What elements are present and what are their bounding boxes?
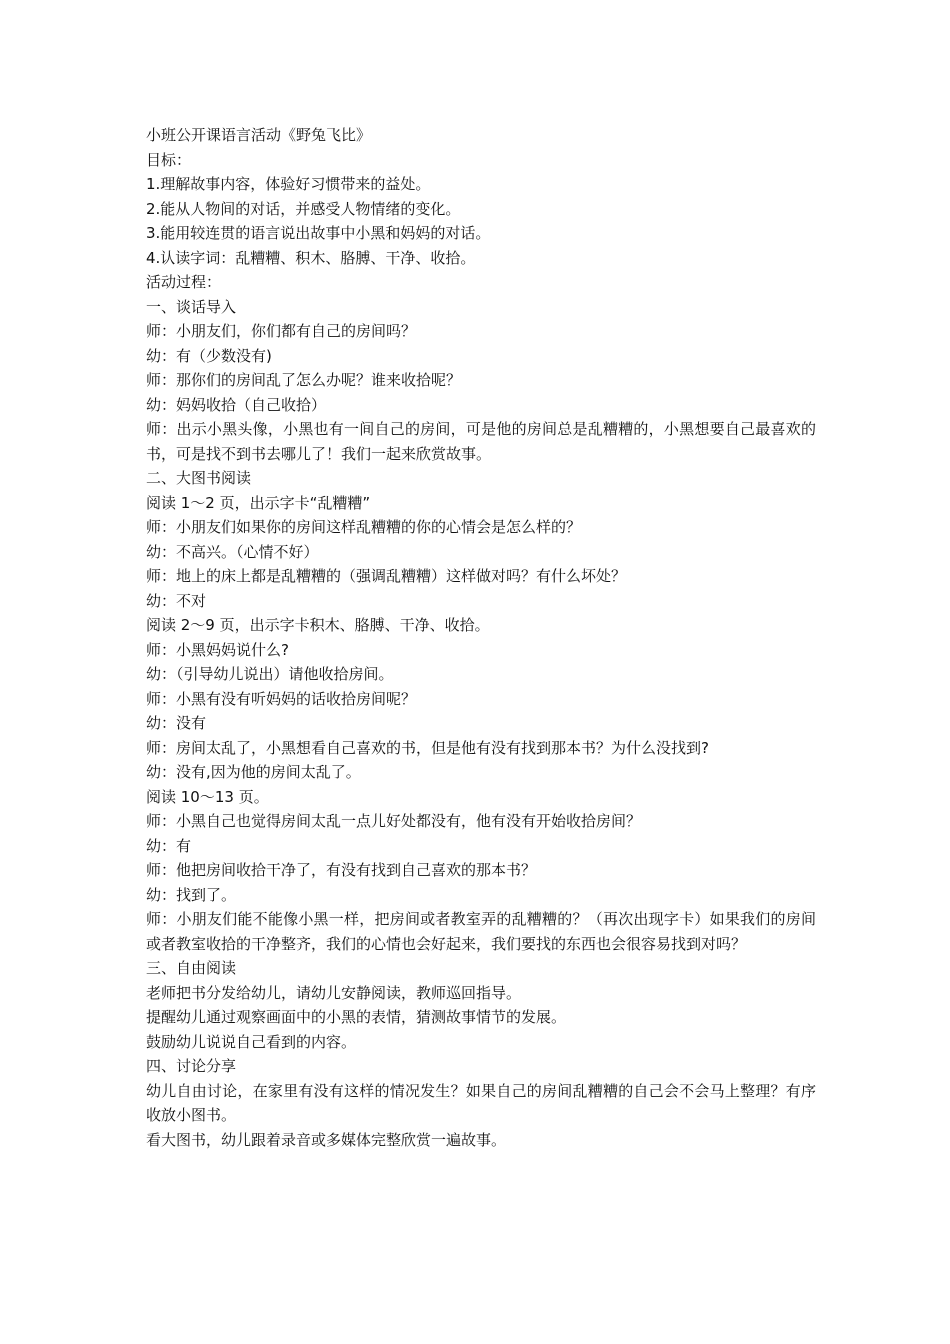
goal-item: 3.能用较连贯的语言说出故事中小黑和妈妈的对话。 [146, 224, 491, 242]
document-body [146, 123, 816, 1152]
body-line: 老师把书分发给幼儿，请幼儿安静阅读，教师巡回指导。 [146, 983, 522, 1002]
goals-heading: 目标： [146, 150, 192, 169]
dialogue-line: 师：小朋友们如果你的房间这样乱糟糟的你的心情会是怎么样的？ [146, 518, 582, 536]
reading-step: 阅读 1～2 页，出示字卡“乱糟糟” [146, 493, 371, 512]
dialogue-line: 师：小黑自己也觉得房间太乱一点儿好处都没有，他有没有开始收拾房间？ [146, 812, 642, 830]
goal-item: 4.认读字词：乱糟糟、积木、胳膊、干净、收拾。 [146, 248, 476, 267]
dialogue-line: 师：他把房间收拾干净了，有没有找到自己喜欢的那本书？ [146, 861, 537, 879]
dialogue-line: 幼：没有,因为他的房间太乱了。 [146, 763, 361, 781]
dialogue-line: 师：小黑有没有听妈妈的话收拾房间呢？ [146, 689, 417, 708]
dialogue-line: 师：那你们的房间乱了怎么办呢？谁来收拾呢？ [146, 371, 462, 389]
dialogue-paragraph: 师：出示小黑头像，小黑也有一间自己的房间，可是他的房间总是乱糟糟的，小黑想要自己最喜欢的书，可是找不到书去哪儿了！我们一起来欣赏故事。 [146, 420, 816, 463]
body-line: 鼓励幼儿说说自己看到的内容。 [146, 1032, 357, 1051]
goal-item: 1.理解故事内容，体验好习惯带来的益处。 [146, 175, 431, 193]
dialogue-line: 幼：找到了。 [146, 885, 237, 904]
dialogue-line: 幼：（引导幼儿说出）请他收拾房间。 [146, 665, 394, 683]
process-heading: 活动过程： [146, 273, 222, 291]
body-line: 提醒幼儿通过观察画面中的小黑的表情，猜测故事情节的发展。 [146, 1008, 567, 1026]
dialogue-line: 幼：有（少数没有) [146, 346, 272, 365]
reading-step: 阅读 2～9 页，出示字卡积木、胳膊、干净、收拾。 [146, 616, 490, 634]
reading-step: 阅读 10～13 页。 [146, 787, 269, 806]
dialogue-line: 师：小朋友们，你们都有自己的房间吗？ [146, 322, 417, 340]
section-heading: 一、谈话导入 [146, 297, 237, 316]
dialogue-line: 幼：没有 [146, 714, 207, 732]
document-title: 小班公开课语言活动《野兔飞比》 [146, 126, 372, 144]
dialogue-line: 师：房间太乱了，小黑想看自己喜欢的书，但是他有没有找到那本书？为什么没找到? [146, 738, 709, 757]
dialogue-line: 幼：不对 [146, 591, 207, 610]
body-line: 看大图书，幼儿跟着录音或多媒体完整欣赏一遍故事。 [146, 1130, 507, 1149]
dialogue-line: 师：小黑妈妈说什么? [146, 640, 289, 659]
dialogue-line: 幼：妈妈收拾（自己收拾） [146, 395, 327, 414]
body-paragraph: 幼儿自由讨论，在家里有没有这样的情况发生？如果自己的房间乱糟糟的自己会不会马上整理？有序收放小图书。 [146, 1081, 816, 1124]
section-heading: 二、大图书阅读 [146, 469, 252, 487]
dialogue-line: 幼：不高兴。（心情不好） [146, 542, 319, 561]
section-heading: 三、自由阅读 [146, 959, 237, 977]
section-heading: 四、讨论分享 [146, 1057, 237, 1075]
dialogue-line: 幼：有 [146, 836, 192, 855]
dialogue-line: 师：地上的床上都是乱糟糟的（强调乱糟糟）这样做对吗？有什么坏处？ [146, 567, 627, 585]
goal-item: 2.能从人物间的对话，并感受人物情绪的变化。 [146, 199, 461, 218]
dialogue-paragraph: 师：小朋友们能不能像小黑一样，把房间或者教室弄的乱糟糟的？（再次出现字卡）如果我们的房间或者教室收拾的干净整齐，我们的心情也会好起来，我们要找的东西也会很容易找到对吗？ [146, 910, 816, 953]
